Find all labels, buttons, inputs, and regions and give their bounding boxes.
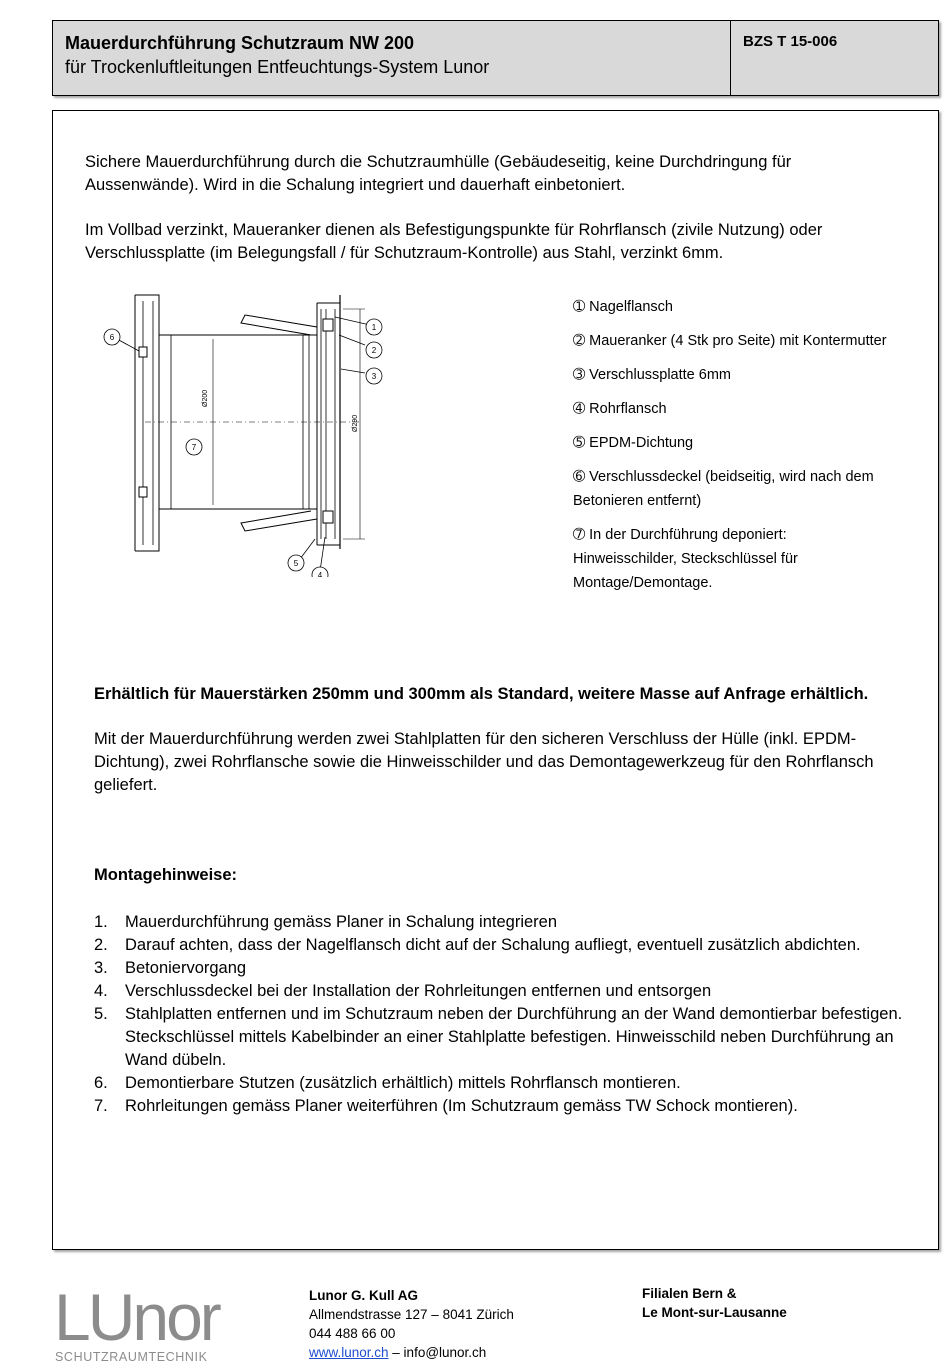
step-number: 1. (94, 913, 108, 931)
material-paragraph: Im Vollbad verzinkt, Maueranker dienen als Befestigungspunkte für Rohrflansch (zivile Nutzung) oder Verschlussplatte (im Belegungsfall / für Schutzraum-Kontrolle) aus Stahl, verzinkt 6mm. (85, 221, 823, 262)
availability-text: Erhältlich für Mauerstärken 250mm und 300mm als Standard, weitere Masse auf Anfrage erhältlich. (94, 685, 869, 703)
list-item (94, 911, 914, 934)
branches-line-2: Le Mont-sur-Lausanne (642, 1305, 787, 1320)
step-number: 2. (94, 936, 108, 954)
legend-item (573, 523, 893, 595)
technical-drawing (95, 287, 395, 577)
step-text: Stahlplatten entfernen und im Schutzraum neben der Durchführung an der Wand demontierbar befestigen. Steckschlüssel mittels Kabelbinder an einer Stahlplatte befestigen. Hinweisschild neben Durchführung an Wand dübeln. (125, 1005, 903, 1069)
legend-text: Rohrflansch (589, 401, 667, 417)
callout-2: 2 (371, 346, 377, 355)
legend-item (573, 329, 893, 353)
company-name: Lunor G. Kull AG (309, 1288, 418, 1303)
legend-number: ➄ (573, 435, 586, 451)
step-text: Demontierbare Stutzen (zusätzlich erhältlich) mittels Rohrflansch montieren. (125, 1074, 681, 1092)
list-item (94, 1003, 914, 1072)
step-text: Verschlussdeckel bei der Installation der Rohrleitungen entfernen und entsorgen (125, 982, 712, 1000)
step-number: 5. (94, 1005, 108, 1023)
mounting-steps-list (94, 911, 914, 1118)
intro-paragraph: Sichere Mauerdurchführung durch die Schutzraumhülle (Gebäudeseitig, keine Durchdringung für Aussenwände). Wird in die Schalung integriert und dauerhaft einbetoniert. (85, 153, 792, 194)
step-number: 6. (94, 1074, 108, 1092)
logo-tagline: SCHUTZRAUMTECHNIK (55, 1350, 208, 1363)
callout-1: 1 (371, 323, 377, 332)
contact-line (309, 1343, 514, 1362)
callout-7: 7 (191, 443, 197, 452)
step-number: 4. (94, 982, 108, 1000)
step-text: Mauerdurchführung gemäss Planer in Schalung integrieren (125, 913, 558, 931)
callout-3: 3 (371, 372, 377, 381)
legend-text: Nagelflansch (589, 299, 673, 315)
legend-number: ➆ (573, 527, 586, 543)
street-address: Allmendstrasse 127 – 8041 Zürich (309, 1307, 514, 1322)
list-item (94, 980, 914, 1003)
phone-number: 044 488 66 00 (309, 1326, 396, 1341)
legend-number: ➁ (573, 333, 586, 349)
logo-wordmark: LUnor (54, 1288, 219, 1354)
dimension-label-outer: Ø290 (352, 414, 359, 432)
list-item (94, 957, 914, 980)
legend-item (573, 295, 893, 319)
step-text: Betoniervorgang (125, 959, 247, 977)
content-box (52, 110, 939, 1250)
list-item (94, 934, 914, 957)
document-subtitle: für Trockenluftleitungen Entfeuchtungs-System Lunor (65, 57, 490, 77)
delivery-paragraph: Mit der Mauerdurchführung werden zwei Stahlplatten für den sicheren Verschluss der Hülle (inkl. EPDM-Dichtung), zwei Rohrflansche sowie die Hinweisschilder und das Demontagewerkzeug für den Rohrflansch geliefert. (94, 730, 874, 794)
step-number: 3. (94, 959, 108, 977)
callout-6: 6 (109, 333, 115, 342)
dimension-label-inner: Ø200 (202, 389, 209, 407)
header-title-cell (53, 21, 731, 95)
legend-text: In der Durchführung deponiert: Hinweisschilder, Steckschlüssel für Montage/Demontage. (573, 527, 798, 591)
callout-5: 5 (293, 559, 299, 568)
document-code: BZS T 15-006 (743, 33, 838, 50)
branches-line-1: Filialen Bern & (642, 1286, 737, 1301)
legend-text: Verschlussplatte 6mm (589, 367, 731, 383)
legend-number: ➀ (573, 299, 586, 315)
document-header (52, 20, 939, 96)
mounting-title: Montagehinweise: (94, 866, 238, 884)
email-text: – info@lunor.ch (388, 1345, 487, 1360)
legend-text: Verschlussdeckel (beidseitig, wird nach dem Betonieren entfernt) (573, 469, 874, 509)
legend-number: ➅ (573, 469, 586, 485)
branches-info (642, 1284, 787, 1322)
legend-number: ➃ (573, 401, 586, 417)
lunor-logo (54, 1288, 274, 1363)
document-title: Mauerdurchführung Schutzraum NW 200 (65, 33, 415, 53)
legend-item (573, 363, 893, 387)
step-text: Darauf achten, dass der Nagelflansch dicht auf der Schalung aufliegt, eventuell zusätzlich abdichten. (125, 936, 861, 954)
list-item (94, 1095, 914, 1118)
company-address (309, 1286, 514, 1362)
legend-item (573, 465, 893, 513)
legend-number: ➂ (573, 367, 586, 383)
legend-item (573, 431, 893, 455)
legend-item (573, 397, 893, 421)
legend-text: Maueranker (4 Stk pro Seite) mit Kontermutter (589, 333, 887, 349)
callout-4: 4 (317, 571, 323, 577)
legend-text: EPDM-Dichtung (589, 435, 694, 451)
step-number: 7. (94, 1097, 108, 1115)
website-link[interactable]: www.lunor.ch (309, 1345, 389, 1360)
list-item (94, 1072, 914, 1095)
page-footer (0, 1270, 950, 1369)
step-text: Rohrleitungen gemäss Planer weiterführen (Im Schutzraum gemäss TW Schock montieren). (125, 1097, 798, 1115)
header-code-cell (731, 21, 938, 95)
drawing-legend (573, 295, 893, 605)
